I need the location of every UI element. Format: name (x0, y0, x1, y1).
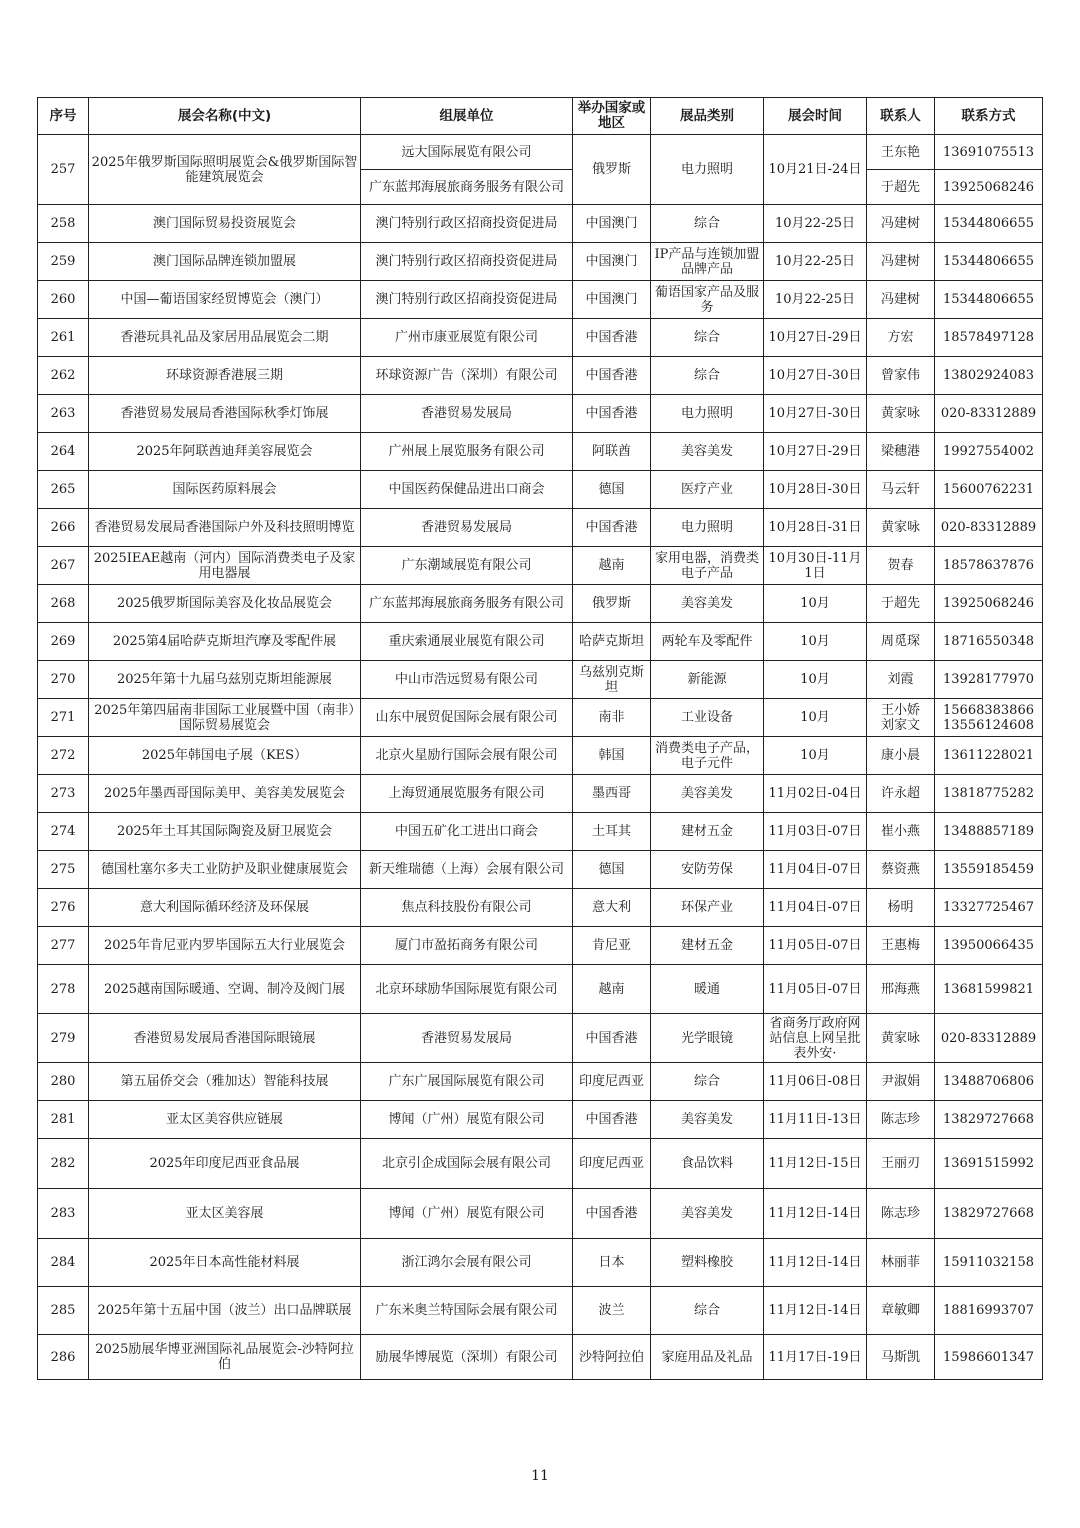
cell-category: 消费类电子产品，电子元件 (651, 737, 764, 775)
cell-org: 博闻（广州）展览有限公司 (361, 1189, 573, 1239)
cell-contact: 陈志珍 (867, 1189, 935, 1239)
cell-category: 美容美发 (651, 1189, 764, 1239)
table-row (38, 889, 1043, 927)
cell-contact: 尹淑娟 (867, 1063, 935, 1101)
cell-category: 两轮车及零配件 (651, 623, 764, 661)
exhibition-table (37, 97, 1043, 1380)
cell-name: 2025俄罗斯国际美容及化妆品展览会 (89, 585, 361, 623)
table-row (38, 775, 1043, 813)
cell-phone: 020-83312889 (935, 1014, 1043, 1063)
header-phone: 联系方式 (935, 98, 1043, 135)
cell-phone: 18578637876 (935, 547, 1043, 585)
table-row (38, 1139, 1043, 1189)
cell-name: 2025IEAE越南（河内）国际消费类电子及家用电器展 (89, 547, 361, 585)
cell-name: 环球资源香港展三期 (89, 357, 361, 395)
cell-time: 11月11日-13日 (764, 1101, 867, 1139)
cell-phone: 13691075513 (935, 135, 1043, 170)
table-row (38, 661, 1043, 699)
cell-category: 综合 (651, 357, 764, 395)
table-row (38, 509, 1043, 547)
cell-name: 2025年第十五届中国（波兰）出口品牌联展 (89, 1287, 361, 1335)
cell-category: 食品饮料 (651, 1139, 764, 1189)
cell-name: 香港玩具礼品及家居用品展览会二期 (89, 319, 361, 357)
cell-seq: 286 (38, 1335, 89, 1380)
cell-seq: 260 (38, 281, 89, 319)
cell-time: 10月27日-30日 (764, 395, 867, 433)
cell-org: 广州市康亚展览有限公司 (361, 319, 573, 357)
cell-country: 日本 (573, 1239, 651, 1287)
cell-org: 北京引企成国际会展有限公司 (361, 1139, 573, 1189)
cell-contact: 许永超 (867, 775, 935, 813)
table-row (38, 1335, 1043, 1380)
cell-contact: 黄家咏 (867, 1014, 935, 1063)
cell-contact: 王小娇 刘家文 (867, 699, 935, 737)
cell-contact: 邢海燕 (867, 965, 935, 1014)
cell-time: 10月 (764, 585, 867, 623)
cell-time: 10月 (764, 737, 867, 775)
table-row (38, 1063, 1043, 1101)
header-org: 组展单位 (361, 98, 573, 135)
cell-contact: 贺春 (867, 547, 935, 585)
cell-phone: 13829727668 (935, 1101, 1043, 1139)
cell-phone: 13802924083 (935, 357, 1043, 395)
cell-name: 2025越南国际暖通、空调、制冷及阀门展 (89, 965, 361, 1014)
cell-category: 美容美发 (651, 585, 764, 623)
cell-time: 11月12日-15日 (764, 1139, 867, 1189)
cell-name: 2025年墨西哥国际美甲、美容美发展览会 (89, 775, 361, 813)
cell-name: 香港贸易发展局香港国际秋季灯饰展 (89, 395, 361, 433)
table-row (38, 965, 1043, 1014)
cell-category: 光学眼镜 (651, 1014, 764, 1063)
cell-category: 美容美发 (651, 775, 764, 813)
cell-time: 11月12日-14日 (764, 1287, 867, 1335)
cell-contact: 蔡资燕 (867, 851, 935, 889)
table-row (38, 813, 1043, 851)
table-row (38, 357, 1043, 395)
table-row (38, 1189, 1043, 1239)
table-row (38, 623, 1043, 661)
cell-org: 中国医药保健品进出口商会 (361, 471, 573, 509)
cell-category: 安防劳保 (651, 851, 764, 889)
cell-time: 11月02日-04日 (764, 775, 867, 813)
table-row (38, 851, 1043, 889)
cell-seq: 258 (38, 205, 89, 243)
cell-contact: 冯建树 (867, 243, 935, 281)
cell-category: 暖通 (651, 965, 764, 1014)
cell-org: 澳门特别行政区招商投资促进局 (361, 205, 573, 243)
cell-seq: 263 (38, 395, 89, 433)
cell-org: 上海贸通展览服务有限公司 (361, 775, 573, 813)
table-row (38, 699, 1043, 737)
table-row (38, 433, 1043, 471)
cell-org: 香港贸易发展局 (361, 509, 573, 547)
cell-contact: 陈志珍 (867, 1101, 935, 1139)
cell-category: 电力照明 (651, 395, 764, 433)
cell-org: 重庆索通展业展览有限公司 (361, 623, 573, 661)
table-row (38, 1239, 1043, 1287)
cell-category: 综合 (651, 1287, 764, 1335)
header-name: 展会名称(中文) (89, 98, 361, 135)
cell-time: 11月12日-14日 (764, 1189, 867, 1239)
cell-country: 意大利 (573, 889, 651, 927)
cell-seq: 264 (38, 433, 89, 471)
cell-category: 美容美发 (651, 433, 764, 471)
cell-org: 中国五矿化工进出口商会 (361, 813, 573, 851)
table-row (38, 281, 1043, 319)
cell-phone: 13928177970 (935, 661, 1043, 699)
cell-seq: 274 (38, 813, 89, 851)
cell-org: 环球资源广告（深圳）有限公司 (361, 357, 573, 395)
cell-org: 澳门特别行政区招商投资促进局 (361, 243, 573, 281)
cell-seq: 267 (38, 547, 89, 585)
cell-phone: 15986601347 (935, 1335, 1043, 1380)
cell-seq: 279 (38, 1014, 89, 1063)
cell-seq: 277 (38, 927, 89, 965)
cell-time: 10月 (764, 699, 867, 737)
cell-org: 北京火星励行国际会展有限公司 (361, 737, 573, 775)
header-category: 展品类别 (651, 98, 764, 135)
cell-phone: 19927554002 (935, 433, 1043, 471)
cell-country: 中国香港 (573, 1189, 651, 1239)
cell-seq: 273 (38, 775, 89, 813)
cell-contact: 王丽刃 (867, 1139, 935, 1189)
cell-phone: 15344806655 (935, 205, 1043, 243)
cell-country: 哈萨克斯坦 (573, 623, 651, 661)
table-row (38, 205, 1043, 243)
cell-name: 德国杜塞尔多夫工业防护及职业健康展览会 (89, 851, 361, 889)
table-row (38, 737, 1043, 775)
cell-seq: 271 (38, 699, 89, 737)
cell-name: 澳门国际品牌连锁加盟展 (89, 243, 361, 281)
cell-seq: 283 (38, 1189, 89, 1239)
cell-name: 香港贸易发展局香港国际户外及科技照明博览 (89, 509, 361, 547)
cell-time: 10月28日-31日 (764, 509, 867, 547)
cell-seq: 257 (38, 135, 89, 205)
cell-contact: 王惠梅 (867, 927, 935, 965)
table-row (38, 547, 1043, 585)
cell-category: 家庭用品及礼品 (651, 1335, 764, 1380)
cell-org: 广东蓝邦海展旅商务服务有限公司 (361, 585, 573, 623)
cell-seq: 259 (38, 243, 89, 281)
cell-name: 2025年肯尼亚内罗毕国际五大行业展览会 (89, 927, 361, 965)
cell-name: 2025年印度尼西亚食品展 (89, 1139, 361, 1189)
cell-category: 环保产业 (651, 889, 764, 927)
cell-name: 2025年第十九届乌兹别克斯坦能源展 (89, 661, 361, 699)
cell-time: 10月27日-30日 (764, 357, 867, 395)
page-number: 11 (531, 1468, 549, 1484)
cell-seq: 284 (38, 1239, 89, 1287)
cell-time: 10月22-25日 (764, 205, 867, 243)
cell-org: 香港贸易发展局 (361, 395, 573, 433)
cell-org: 澳门特别行政区招商投资促进局 (361, 281, 573, 319)
cell-country: 中国香港 (573, 509, 651, 547)
cell-org: 厦门市盈拓商务有限公司 (361, 927, 573, 965)
cell-time: 10月 (764, 623, 867, 661)
cell-seq: 282 (38, 1139, 89, 1189)
cell-time: 10月 (764, 661, 867, 699)
cell-category: 工业设备 (651, 699, 764, 737)
cell-phone: 13488857189 (935, 813, 1043, 851)
cell-country: 阿联酋 (573, 433, 651, 471)
cell-country: 中国澳门 (573, 281, 651, 319)
header-country: 举办国家或地区 (573, 98, 651, 135)
cell-seq: 266 (38, 509, 89, 547)
cell-contact: 于超先 (867, 585, 935, 623)
cell-contact: 周觅琛 (867, 623, 935, 661)
table-row (38, 1101, 1043, 1139)
cell-category: 家用电器，消费类电子产品 (651, 547, 764, 585)
cell-phone: 13818775282 (935, 775, 1043, 813)
cell-contact: 林丽菲 (867, 1239, 935, 1287)
cell-category: 美容美发 (651, 1101, 764, 1139)
cell-phone: 13327725467 (935, 889, 1043, 927)
cell-time: 10月27日-29日 (764, 433, 867, 471)
cell-country: 南非 (573, 699, 651, 737)
cell-category: 电力照明 (651, 135, 764, 205)
cell-name: 2025年俄罗斯国际照明展览会&俄罗斯国际智能建筑展览会 (89, 135, 361, 205)
cell-country: 墨西哥 (573, 775, 651, 813)
cell-name: 意大利国际循环经济及环保展 (89, 889, 361, 927)
cell-org: 广东潮域展览有限公司 (361, 547, 573, 585)
header-time: 展会时间 (764, 98, 867, 135)
table-row (38, 927, 1043, 965)
cell-time: 10月27日-29日 (764, 319, 867, 357)
cell-phone: 15668383866 13556124608 (935, 699, 1043, 737)
cell-org: 广东米奥兰特国际会展有限公司 (361, 1287, 573, 1335)
cell-country: 中国香港 (573, 395, 651, 433)
cell-seq: 261 (38, 319, 89, 357)
cell-contact: 黄家咏 (867, 509, 935, 547)
cell-seq: 275 (38, 851, 89, 889)
cell-org: 北京环球励华国际展览有限公司 (361, 965, 573, 1014)
cell-contact: 黄家咏 (867, 395, 935, 433)
cell-contact: 马斯凯 (867, 1335, 935, 1380)
cell-seq: 281 (38, 1101, 89, 1139)
cell-country: 俄罗斯 (573, 585, 651, 623)
cell-country: 俄罗斯 (573, 135, 651, 205)
cell-country: 土耳其 (573, 813, 651, 851)
cell-name: 2025年第四届南非国际工业展暨中国（南非）国际贸易展览会 (89, 699, 361, 737)
cell-name: 中国—葡语国家经贸博览会（澳门） (89, 281, 361, 319)
cell-phone: 18716550348 (935, 623, 1043, 661)
cell-contact: 冯建树 (867, 205, 935, 243)
cell-phone: 18578497128 (935, 319, 1043, 357)
cell-org: 焦点科技股份有限公司 (361, 889, 573, 927)
cell-country: 沙特阿拉伯 (573, 1335, 651, 1380)
cell-country: 乌兹别克斯坦 (573, 661, 651, 699)
table-row (38, 135, 1043, 170)
cell-contact: 方宏 (867, 319, 935, 357)
cell-seq: 269 (38, 623, 89, 661)
cell-country: 中国香港 (573, 357, 651, 395)
cell-name: 亚太区美容供应链展 (89, 1101, 361, 1139)
cell-country: 中国香港 (573, 1014, 651, 1063)
cell-phone: 13691515992 (935, 1139, 1043, 1189)
cell-category: 新能源 (651, 661, 764, 699)
cell-seq: 278 (38, 965, 89, 1014)
cell-country: 中国香港 (573, 319, 651, 357)
cell-org: 博闻（广州）展览有限公司 (361, 1101, 573, 1139)
cell-country: 越南 (573, 547, 651, 585)
cell-time: 10月22-25日 (764, 281, 867, 319)
cell-country: 印度尼西亚 (573, 1139, 651, 1189)
cell-org: 远大国际展览有限公司 (361, 135, 573, 170)
cell-category: 综合 (651, 1063, 764, 1101)
cell-name: 2025励展华博亚洲国际礼品展览会-沙特阿拉伯 (89, 1335, 361, 1380)
cell-time: 11月05日-07日 (764, 965, 867, 1014)
cell-org: 广东蓝邦海展旅商务服务有限公司 (361, 170, 573, 205)
cell-contact: 崔小燕 (867, 813, 935, 851)
cell-phone: 13681599821 (935, 965, 1043, 1014)
cell-contact: 刘霞 (867, 661, 935, 699)
cell-phone: 13950066435 (935, 927, 1043, 965)
cell-seq: 270 (38, 661, 89, 699)
header-contact: 联系人 (867, 98, 935, 135)
cell-country: 德国 (573, 471, 651, 509)
cell-contact: 曾家伟 (867, 357, 935, 395)
cell-phone: 13559185459 (935, 851, 1043, 889)
cell-name: 香港贸易发展局香港国际眼镜展 (89, 1014, 361, 1063)
cell-category: 综合 (651, 205, 764, 243)
cell-country: 越南 (573, 965, 651, 1014)
header-seq: 序号 (38, 98, 89, 135)
cell-contact: 章敏卿 (867, 1287, 935, 1335)
table-row (38, 1014, 1043, 1063)
cell-phone: 020-83312889 (935, 395, 1043, 433)
cell-phone: 020-83312889 (935, 509, 1043, 547)
cell-country: 韩国 (573, 737, 651, 775)
cell-contact: 康小晨 (867, 737, 935, 775)
cell-category: 建材五金 (651, 813, 764, 851)
cell-seq: 280 (38, 1063, 89, 1101)
cell-category: 综合 (651, 319, 764, 357)
cell-time: 10月21日-24日 (764, 135, 867, 205)
cell-time: 10月22-25日 (764, 243, 867, 281)
cell-phone: 13925068246 (935, 585, 1043, 623)
cell-name: 2025第4届哈萨克斯坦汽摩及零配件展 (89, 623, 361, 661)
cell-contact: 于超先 (867, 170, 935, 205)
cell-contact: 梁穗港 (867, 433, 935, 471)
cell-seq: 272 (38, 737, 89, 775)
cell-category: 建材五金 (651, 927, 764, 965)
cell-country: 中国澳门 (573, 243, 651, 281)
cell-time: 11月04日-07日 (764, 851, 867, 889)
cell-name: 2025年土耳其国际陶瓷及厨卫展览会 (89, 813, 361, 851)
table-row (38, 1287, 1043, 1335)
cell-phone: 13829727668 (935, 1189, 1043, 1239)
cell-phone: 18816993707 (935, 1287, 1043, 1335)
cell-category: 葡语国家产品及服务 (651, 281, 764, 319)
table-header-row (38, 98, 1043, 135)
cell-country: 波兰 (573, 1287, 651, 1335)
cell-category: 电力照明 (651, 509, 764, 547)
cell-category: 塑料橡胶 (651, 1239, 764, 1287)
cell-name: 2025年阿联酋迪拜美容展览会 (89, 433, 361, 471)
cell-org: 广州展上展览服务有限公司 (361, 433, 573, 471)
cell-name: 第五届侨交会（雅加达）智能科技展 (89, 1063, 361, 1101)
cell-seq: 262 (38, 357, 89, 395)
table-body (38, 135, 1043, 1380)
cell-contact: 王东艳 (867, 135, 935, 170)
cell-name: 澳门国际贸易投资展览会 (89, 205, 361, 243)
cell-time: 11月03日-07日 (764, 813, 867, 851)
cell-time: 11月04日-07日 (764, 889, 867, 927)
table-row (38, 319, 1043, 357)
cell-seq: 285 (38, 1287, 89, 1335)
cell-contact: 杨明 (867, 889, 935, 927)
cell-country: 中国香港 (573, 1101, 651, 1139)
cell-name: 2025年韩国电子展（KES） (89, 737, 361, 775)
cell-seq: 268 (38, 585, 89, 623)
cell-time: 11月06日-08日 (764, 1063, 867, 1101)
cell-org: 广东广展国际展览有限公司 (361, 1063, 573, 1101)
table-row (38, 585, 1043, 623)
cell-name: 亚太区美容展 (89, 1189, 361, 1239)
cell-org: 浙江鸿尔会展有限公司 (361, 1239, 573, 1287)
cell-phone: 15344806655 (935, 281, 1043, 319)
table-row (38, 395, 1043, 433)
cell-phone: 15344806655 (935, 243, 1043, 281)
cell-time: 10月28日-30日 (764, 471, 867, 509)
cell-seq: 265 (38, 471, 89, 509)
cell-org: 新天维瑞德（上海）会展有限公司 (361, 851, 573, 889)
cell-org: 香港贸易发展局 (361, 1014, 573, 1063)
cell-name: 2025年日本高性能材料展 (89, 1239, 361, 1287)
cell-phone: 15600762231 (935, 471, 1043, 509)
cell-country: 印度尼西亚 (573, 1063, 651, 1101)
cell-country: 德国 (573, 851, 651, 889)
cell-time: 11月12日-14日 (764, 1239, 867, 1287)
cell-phone: 13488706806 (935, 1063, 1043, 1101)
table-row (38, 243, 1043, 281)
cell-time: 省商务厅政府网站信息上网呈批表外安· (764, 1014, 867, 1063)
cell-country: 肯尼亚 (573, 927, 651, 965)
cell-org: 励展华博展览（深圳）有限公司 (361, 1335, 573, 1380)
cell-phone: 15911032158 (935, 1239, 1043, 1287)
cell-contact: 冯建树 (867, 281, 935, 319)
cell-country: 中国澳门 (573, 205, 651, 243)
cell-name: 国际医药原料展会 (89, 471, 361, 509)
cell-time: 11月05日-07日 (764, 927, 867, 965)
table-row (38, 471, 1043, 509)
cell-time: 11月17日-19日 (764, 1335, 867, 1380)
cell-seq: 276 (38, 889, 89, 927)
cell-category: 医疗产业 (651, 471, 764, 509)
cell-org: 中山市浩远贸易有限公司 (361, 661, 573, 699)
cell-phone: 13611228021 (935, 737, 1043, 775)
cell-contact: 马云轩 (867, 471, 935, 509)
cell-category: IP产品与连锁加盟品牌产品 (651, 243, 764, 281)
cell-org: 山东中展贸促国际会展有限公司 (361, 699, 573, 737)
cell-phone: 13925068246 (935, 170, 1043, 205)
cell-time: 10月30日-11月1日 (764, 547, 867, 585)
